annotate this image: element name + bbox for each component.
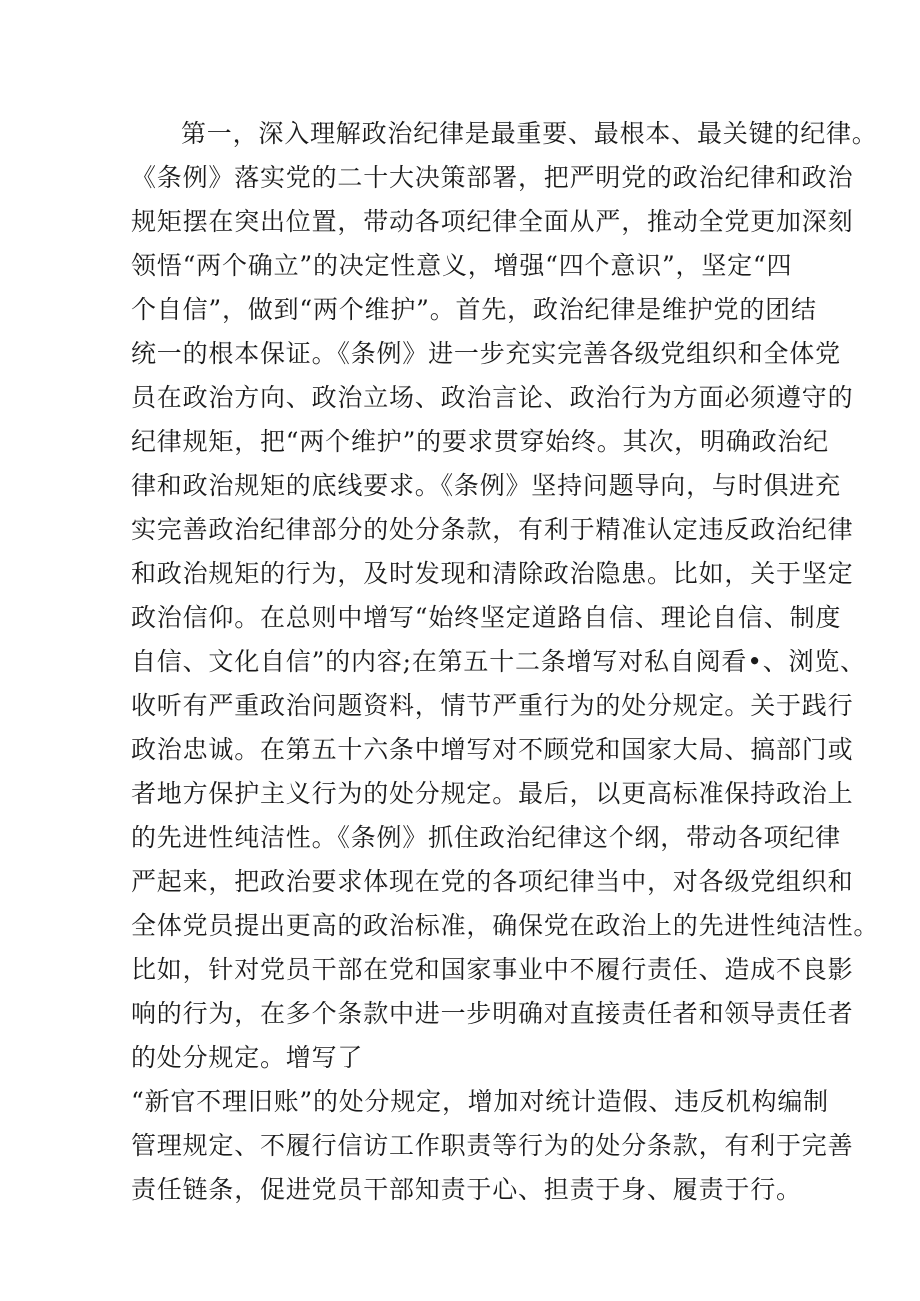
- text-line-3: 规矩摆在突出位置，带动各项纪律全面从严，推动全党更加深刻: [131, 207, 854, 236]
- text-line-19: 全体党员提出更高的政治标准，确保党在政治上的先进性纯洁性。: [131, 911, 880, 940]
- text-line-17: 的先进性纯洁性。《条例》抓住政治纪律这个纲，带动各项纪律: [131, 823, 841, 852]
- text-line-15: 政治忠诚。在第五十六条中增写对不顾党和国家大局、搞部门或: [131, 735, 854, 764]
- text-line-5: 个自信”，做到“两个维护”。首先，政治纪律是维护党的团结: [131, 295, 817, 324]
- text-line-7: 员在政治方向、政治立场、政治言论、政治行为方面必须遵守的: [131, 383, 854, 412]
- text-line-9: 律和政治规矩的底线要求。《条例》坚持问题导向，与时俱进充: [131, 471, 841, 500]
- text-line-4: 领悟“两个确立”的决定性意义，增强“四个意识”，坚定“四: [131, 251, 793, 280]
- text-line-20: 比如，针对党员干部在党和国家事业中不履行责任、造成不良影: [131, 955, 854, 984]
- text-line-6: 统一的根本保证。《条例》进一步充实完善各级党组织和全体党: [131, 339, 841, 368]
- text-line-12: 政治信仰。在总则中增写“始终坚定道路自信、理论自信、制度: [131, 603, 842, 632]
- text-line-18: 严起来，把政治要求体现在党的各项纪律当中，对各级党组织和: [131, 867, 854, 896]
- text-line-14: 收听有严重政治问题资料，情节严重行为的处分规定。关于践行: [131, 691, 854, 720]
- text-line-2: 《条例》落实党的二十大决策部署，把严明党的政治纪律和政治: [131, 163, 854, 192]
- text-line-13: 自信、文化自信”的内容;在第五十二条增写对私自阅看•、浏览、: [131, 647, 866, 676]
- text-line-21: 响的行为，在多个条款中进一步明确对直接责任者和领导责任者: [131, 999, 854, 1028]
- text-line-8: 纪律规矩，把“两个维护”的要求贯穿始终。其次，明确政治纪: [131, 427, 829, 456]
- text-line-10: 实完善政治纪律部分的处分条款，有利于精准认定违反政治纪律: [131, 515, 854, 544]
- text-line-25: 责任链条，促进党员干部知责于心、担责于身、履责于行。: [131, 1175, 802, 1204]
- text-line-16: 者地方保护主义行为的处分规定。最后，以更高标准保持政治上: [131, 779, 854, 808]
- text-line-11: 和政治规矩的行为，及时发现和清除政治隐患。比如，关于坚定: [131, 559, 854, 588]
- text-line-24: 管理规定、不履行信访工作职责等行为的处分条款，有利于完善: [131, 1131, 854, 1160]
- text-line-23: “新官不理旧账”的处分规定，增加对统计造假、违反机构编制: [131, 1087, 829, 1116]
- text-line-1: 第一，深入理解政治纪律是最重要、最根本、最关键的纪律。: [181, 119, 878, 148]
- text-line-22: 的处分规定。增写了: [131, 1043, 364, 1072]
